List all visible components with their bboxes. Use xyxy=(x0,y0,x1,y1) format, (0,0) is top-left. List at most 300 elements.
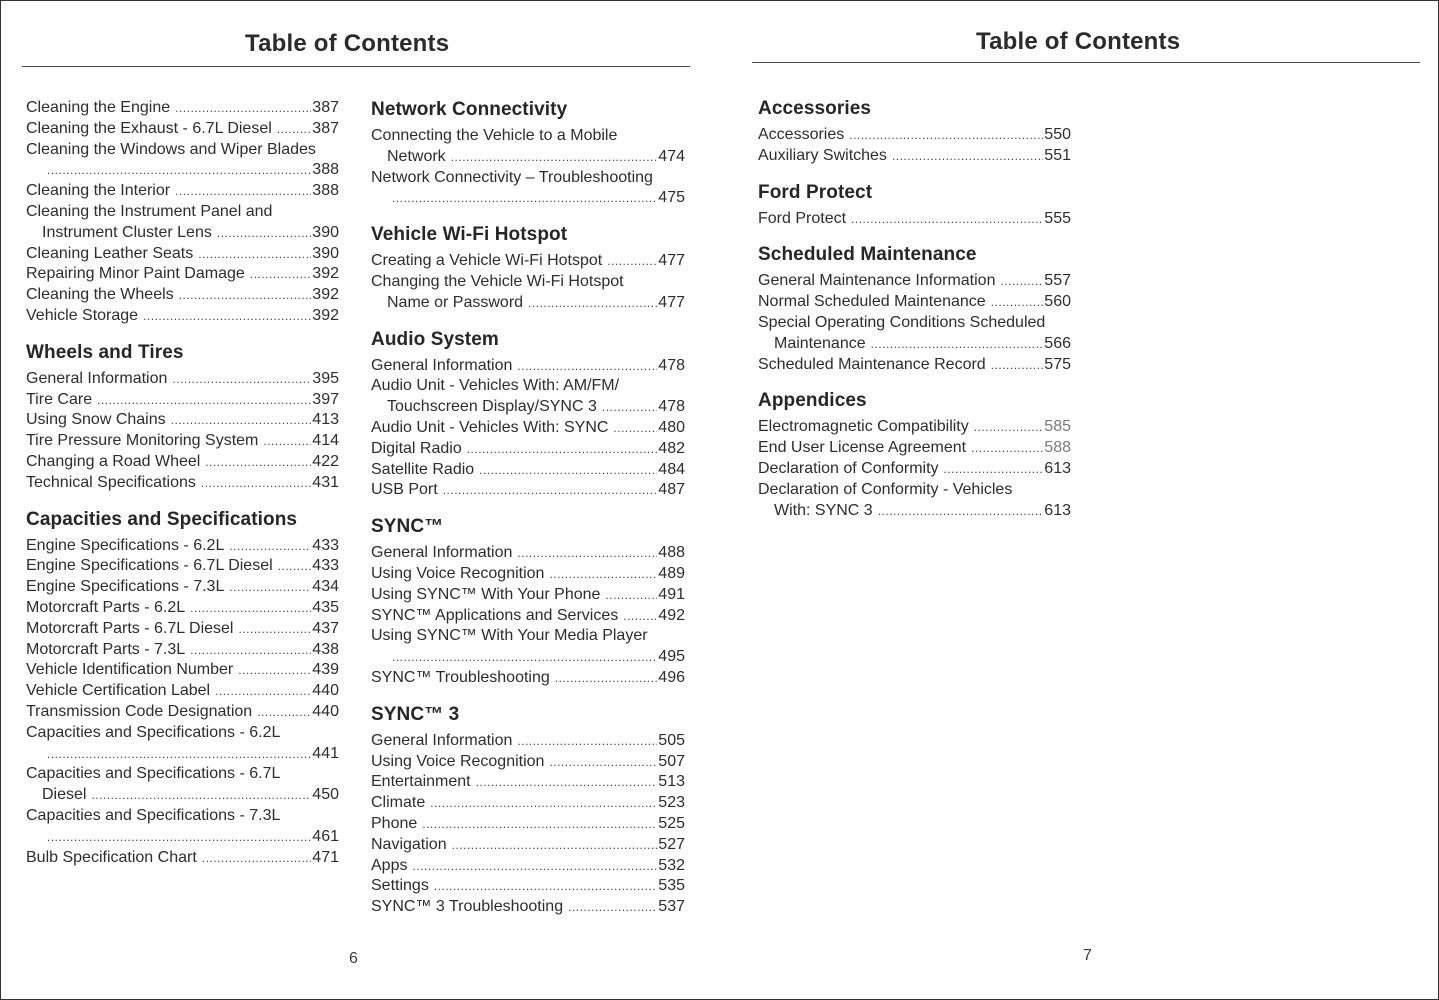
entry-page-number: 492 xyxy=(658,606,685,624)
entry-title: Audio Unit - Vehicles With: AM/FM/ xyxy=(371,377,620,395)
toc-entry[interactable] xyxy=(758,292,1071,313)
toc-entry[interactable] xyxy=(371,168,685,210)
entry-title: Transmission Code Designation xyxy=(26,702,253,720)
toc-section xyxy=(371,223,685,313)
entry-title: Entertainment xyxy=(371,773,471,791)
entry-page-number: 525 xyxy=(658,814,685,832)
entry-title: General Information xyxy=(371,356,513,374)
dot-leader xyxy=(217,223,311,244)
dot-leader xyxy=(517,543,657,564)
toc-entry[interactable] xyxy=(371,439,685,460)
entry-line xyxy=(371,752,685,773)
dot-leader xyxy=(613,418,657,439)
toc-entry[interactable] xyxy=(371,876,685,897)
entry-page-number: 488 xyxy=(658,544,685,562)
entry-title: Network xyxy=(387,147,446,165)
dot-leader xyxy=(517,356,657,377)
toc-entry[interactable] xyxy=(371,480,685,501)
entry-page-number: 461 xyxy=(312,827,339,845)
entry-line xyxy=(26,619,339,640)
toc-entry[interactable] xyxy=(26,181,339,202)
entry-title: Climate xyxy=(371,794,426,812)
entry-page-number: 387 xyxy=(312,99,339,116)
entry-title: Cleaning the Instrument Panel and xyxy=(26,202,273,220)
entry-title: Diesel xyxy=(42,786,87,804)
entry-line xyxy=(758,334,1071,355)
entry-title: Using Voice Recognition xyxy=(371,752,545,770)
entry-page-number: 475 xyxy=(658,189,685,207)
dot-leader xyxy=(871,334,1044,355)
dot-leader xyxy=(175,98,311,119)
toc-entry[interactable] xyxy=(758,146,1071,167)
entry-line xyxy=(371,897,685,918)
section-heading: Audio System xyxy=(371,328,499,350)
dot-leader xyxy=(198,244,311,265)
entry-page-number: 557 xyxy=(1044,272,1071,290)
entry-line xyxy=(371,251,685,272)
entry-title: SYNC™ 3 Troubleshooting xyxy=(371,898,564,916)
entry-line xyxy=(26,660,339,681)
toc-entry[interactable] xyxy=(758,480,1071,522)
entry-title: General Information xyxy=(26,369,168,387)
entry-page-number: 392 xyxy=(312,306,339,324)
entry-title: General Maintenance Information xyxy=(758,272,996,290)
entry-page-number: 496 xyxy=(658,668,685,686)
entry-line xyxy=(26,681,339,702)
toc-section xyxy=(758,97,1071,167)
toc-entry[interactable] xyxy=(26,598,339,619)
entry-line xyxy=(26,598,339,619)
entry-line xyxy=(26,848,339,869)
entry-title: Capacities and Specifications - 7.3L xyxy=(26,806,281,824)
toc-entry[interactable] xyxy=(371,272,685,314)
dot-leader xyxy=(849,125,1043,146)
title-rule-left xyxy=(22,66,690,67)
toc-section xyxy=(371,703,685,918)
toc-section xyxy=(758,181,1071,230)
toc-section xyxy=(758,389,1071,521)
toc-entry[interactable] xyxy=(371,668,685,689)
toc-entry[interactable] xyxy=(26,369,339,390)
section-heading: Wheels and Tires xyxy=(26,341,184,363)
dot-leader xyxy=(190,640,311,661)
entry-title: Cleaning the Wheels xyxy=(26,286,174,304)
toc-entry[interactable] xyxy=(758,271,1071,292)
toc-entry[interactable] xyxy=(26,244,339,265)
toc-entry[interactable] xyxy=(26,806,339,848)
entry-title: Vehicle Identification Number xyxy=(26,661,234,679)
entry-line xyxy=(26,452,339,473)
entry-line xyxy=(26,98,339,119)
dot-leader xyxy=(607,251,657,272)
entry-line xyxy=(371,731,685,752)
section-heading: Accessories xyxy=(758,98,872,119)
entry-page-number: 395 xyxy=(312,369,339,387)
dot-leader xyxy=(549,752,657,773)
toc-column-2 xyxy=(371,98,685,932)
entry-page-number: 555 xyxy=(1044,209,1071,227)
dot-leader xyxy=(412,856,657,877)
entry-line xyxy=(26,181,339,202)
entry-title: Using Voice Recognition xyxy=(371,564,545,582)
entry-title: Network Connectivity – Troubleshooting xyxy=(371,168,653,186)
entry-title: Digital Radio xyxy=(371,439,462,457)
entry-page-number: 532 xyxy=(658,856,685,874)
toc-entry[interactable] xyxy=(26,702,339,723)
dot-leader xyxy=(190,598,311,619)
entry-line xyxy=(371,585,685,606)
section-heading: Appendices xyxy=(758,390,867,412)
entry-title: Apps xyxy=(371,856,408,874)
entry-title: Cleaning the Interior xyxy=(26,182,171,200)
entry-line xyxy=(26,119,339,140)
entry-line xyxy=(371,856,685,877)
entry-title: Settings xyxy=(371,877,429,895)
entry-title: Cleaning Leather Seats xyxy=(26,244,194,262)
toc-entry[interactable] xyxy=(371,126,685,168)
entry-page-number: 422 xyxy=(312,452,339,470)
entry-page-number: 478 xyxy=(658,398,685,416)
entry-line xyxy=(26,702,339,723)
entry-page-number: 440 xyxy=(312,682,339,700)
dot-leader xyxy=(1000,271,1043,292)
toc-entry[interactable] xyxy=(26,306,339,327)
entry-page-number: 507 xyxy=(658,752,685,770)
entry-page-number: 482 xyxy=(658,439,685,457)
dot-leader xyxy=(201,473,311,494)
entry-title: With: SYNC 3 xyxy=(774,501,873,519)
dot-leader xyxy=(479,460,657,481)
entry-line xyxy=(371,147,685,168)
section-heading: SYNC™ 3 xyxy=(371,703,460,725)
entry-page-number: 414 xyxy=(312,432,339,450)
entry-line xyxy=(26,556,339,577)
entry-line xyxy=(26,160,339,181)
toc-entry[interactable] xyxy=(371,418,685,439)
entry-line xyxy=(371,606,685,627)
entry-title: Maintenance xyxy=(774,334,866,352)
toc-entry[interactable] xyxy=(758,417,1071,438)
entry-title: Changing a Road Wheel xyxy=(26,452,201,470)
dot-leader xyxy=(47,744,311,765)
entry-page-number: 613 xyxy=(1044,459,1071,477)
entry-line xyxy=(758,125,1071,146)
dot-leader xyxy=(944,459,1044,480)
entry-title: Satellite Radio xyxy=(371,460,475,478)
dot-leader xyxy=(528,293,657,314)
entry-title: Name or Password xyxy=(387,293,524,311)
toc-entry[interactable] xyxy=(758,438,1071,459)
dot-leader xyxy=(555,668,658,689)
entry-title: Cleaning the Engine xyxy=(26,99,171,116)
entry-line xyxy=(758,271,1071,292)
entry-line xyxy=(26,785,339,806)
toc-entry[interactable] xyxy=(758,209,1071,230)
toc-entry[interactable] xyxy=(758,355,1071,376)
entry-title: Cleaning the Windows and Wiper Blades xyxy=(26,140,316,158)
entry-page-number: 474 xyxy=(658,147,685,165)
entry-title: Tire Care xyxy=(26,390,93,408)
toc-entry[interactable] xyxy=(371,897,685,918)
entry-title: Auxiliary Switches xyxy=(758,146,887,164)
dot-leader xyxy=(250,264,312,285)
entry-line xyxy=(371,564,685,585)
toc-entry[interactable] xyxy=(371,814,685,835)
section-heading: Network Connectivity xyxy=(371,99,568,120)
entry-title: Engine Specifications - 6.2L xyxy=(26,536,225,554)
entry-line xyxy=(26,410,339,431)
dot-leader xyxy=(392,647,657,668)
dot-leader xyxy=(991,355,1044,376)
entry-page-number: 480 xyxy=(658,418,685,436)
entry-page-number: 523 xyxy=(658,794,685,812)
entry-page-number: 388 xyxy=(312,182,339,200)
entry-page-number: 477 xyxy=(658,252,685,270)
entry-title: Vehicle Certification Label xyxy=(26,682,211,700)
dot-leader xyxy=(452,835,658,856)
entry-line xyxy=(371,647,685,668)
toc-entry[interactable] xyxy=(26,764,339,806)
toc-entry[interactable] xyxy=(26,410,339,431)
toc-section xyxy=(26,98,339,327)
entry-line xyxy=(26,640,339,661)
entry-page-number: 390 xyxy=(312,223,339,241)
toc-entry[interactable] xyxy=(371,835,685,856)
entry-page-number: 491 xyxy=(658,585,685,603)
dot-leader xyxy=(238,660,311,681)
entry-line xyxy=(371,876,685,897)
entry-title: Accessories xyxy=(758,126,845,143)
entry-line xyxy=(758,417,1071,438)
entry-title: Instrument Cluster Lens xyxy=(42,223,212,241)
toc-entry[interactable] xyxy=(758,313,1071,355)
entry-line xyxy=(371,397,685,418)
entry-title: Creating a Vehicle Wi-Fi Hotspot xyxy=(371,252,603,270)
entry-line xyxy=(26,244,339,265)
dot-leader xyxy=(257,702,311,723)
entry-page-number: 439 xyxy=(312,661,339,679)
entry-line xyxy=(371,356,685,377)
entry-title: Ford Protect xyxy=(758,209,847,227)
dot-leader xyxy=(602,397,657,418)
toc-entry[interactable] xyxy=(371,564,685,585)
toc-section xyxy=(371,328,685,502)
entry-title: Declaration of Conformity - Vehicles xyxy=(758,480,1013,498)
entry-line xyxy=(371,480,685,501)
entry-title: Technical Specifications xyxy=(26,473,196,491)
toc-entry[interactable] xyxy=(26,452,339,473)
dot-leader xyxy=(278,556,312,577)
toc-entry[interactable] xyxy=(26,390,339,411)
entry-title: Vehicle Storage xyxy=(26,306,139,324)
dot-leader xyxy=(422,814,657,835)
toc-entry[interactable] xyxy=(758,125,1071,146)
entry-line xyxy=(26,577,339,598)
section-heading: Scheduled Maintenance xyxy=(758,244,977,266)
entry-page-number: 438 xyxy=(312,640,339,658)
dot-leader xyxy=(97,390,311,411)
entry-title: Using Snow Chains xyxy=(26,411,166,429)
toc-column-3 xyxy=(758,97,1071,535)
entry-page-number: 388 xyxy=(312,161,339,179)
toc-entry[interactable] xyxy=(26,285,339,306)
entry-line xyxy=(758,459,1071,480)
entry-page-number: 575 xyxy=(1044,355,1071,373)
dot-leader xyxy=(892,146,1043,167)
toc-entry[interactable] xyxy=(26,577,339,598)
toc-entry[interactable] xyxy=(26,556,339,577)
entry-line xyxy=(26,744,339,765)
dot-leader xyxy=(143,306,311,327)
dot-leader xyxy=(229,577,311,598)
entry-line xyxy=(26,369,339,390)
entry-title: Touchscreen Display/SYNC 3 xyxy=(387,398,597,416)
entry-page-number: 450 xyxy=(312,786,339,804)
entry-title: SYNC™ Applications and Services xyxy=(371,606,619,624)
toc-section xyxy=(758,243,1071,375)
entry-title: Navigation xyxy=(371,835,447,853)
entry-title: Engine Specifications - 7.3L xyxy=(26,578,225,596)
dot-leader xyxy=(277,119,312,140)
entry-line xyxy=(758,292,1071,313)
dot-leader xyxy=(974,417,1044,438)
toc-entry[interactable] xyxy=(371,460,685,481)
entry-line xyxy=(758,146,1071,167)
entry-page-number: 477 xyxy=(658,293,685,311)
toc-entry[interactable] xyxy=(371,752,685,773)
dot-leader xyxy=(851,209,1043,230)
entry-page-number: 613 xyxy=(1044,501,1071,519)
entry-line xyxy=(26,473,339,494)
toc-entry[interactable] xyxy=(371,376,685,418)
entry-page-number: 484 xyxy=(658,460,685,478)
entry-page-number: 487 xyxy=(658,481,685,499)
dot-leader xyxy=(263,431,311,452)
entry-page-number: 392 xyxy=(312,265,339,283)
dot-leader xyxy=(205,452,311,473)
entry-title: Motorcraft Parts - 6.2L xyxy=(26,598,186,616)
toc-entry[interactable] xyxy=(26,640,339,661)
dot-leader xyxy=(171,410,312,431)
page-title-left: Table of Contents xyxy=(245,30,450,57)
dot-leader xyxy=(476,772,658,793)
dot-leader xyxy=(517,731,657,752)
dot-leader xyxy=(172,369,311,390)
entry-page-number: 471 xyxy=(312,848,339,866)
toc-entry[interactable] xyxy=(26,723,339,765)
entry-line xyxy=(371,668,685,689)
toc-entry[interactable] xyxy=(371,543,685,564)
dot-leader xyxy=(605,585,657,606)
entry-page-number: 495 xyxy=(658,648,685,666)
dot-leader xyxy=(991,292,1044,313)
entry-page-number: 513 xyxy=(658,773,685,791)
toc-section xyxy=(26,508,339,869)
entry-line xyxy=(371,460,685,481)
entry-title: Tire Pressure Monitoring System xyxy=(26,432,259,450)
toc-entry[interactable] xyxy=(26,619,339,640)
entry-page-number: 478 xyxy=(658,356,685,374)
entry-title: Normal Scheduled Maintenance xyxy=(758,293,986,311)
toc-entry[interactable] xyxy=(26,848,339,869)
section-heading: SYNC™ xyxy=(371,516,444,538)
toc-entry[interactable] xyxy=(26,264,339,285)
entry-line xyxy=(371,439,685,460)
entry-line xyxy=(371,772,685,793)
toc-entry[interactable] xyxy=(26,98,339,119)
entry-page-number: 397 xyxy=(312,390,339,408)
toc-entry[interactable] xyxy=(371,626,685,668)
entry-title: Bulb Specification Chart xyxy=(26,848,197,866)
entry-line xyxy=(26,536,339,557)
entry-line xyxy=(26,306,339,327)
entry-title: USB Port xyxy=(371,481,438,499)
toc-entry[interactable] xyxy=(371,772,685,793)
entry-line xyxy=(26,390,339,411)
toc-entry[interactable] xyxy=(26,119,339,140)
entry-title: End User License Agreement xyxy=(758,439,967,457)
entry-line xyxy=(758,209,1071,230)
dot-leader xyxy=(175,181,311,202)
dot-leader xyxy=(467,439,658,460)
dot-leader xyxy=(549,564,657,585)
entry-line xyxy=(758,355,1071,376)
page-title-right: Table of Contents xyxy=(976,28,1181,55)
toc-entry[interactable] xyxy=(26,140,339,182)
dot-leader xyxy=(392,188,657,209)
entry-line xyxy=(371,543,685,564)
entry-title: General Information xyxy=(371,731,513,749)
toc-entry[interactable] xyxy=(26,536,339,557)
toc-entry[interactable] xyxy=(26,202,339,244)
entry-page-number: 433 xyxy=(312,536,339,554)
section-heading: Capacities and Specifications xyxy=(26,508,298,530)
toc-section xyxy=(371,98,685,209)
dot-leader xyxy=(568,897,657,918)
entry-page-number: 489 xyxy=(658,564,685,582)
toc-entry[interactable] xyxy=(371,606,685,627)
entry-page-number: 537 xyxy=(658,898,685,916)
dot-leader xyxy=(47,827,311,848)
dot-leader xyxy=(971,438,1043,459)
toc-entry[interactable] xyxy=(26,431,339,452)
dot-leader xyxy=(434,876,657,897)
entry-title: Capacities and Specifications - 6.2L xyxy=(26,723,281,741)
toc-entry[interactable] xyxy=(26,660,339,681)
entry-line xyxy=(371,418,685,439)
dot-leader xyxy=(215,681,311,702)
toc-entry[interactable] xyxy=(371,793,685,814)
entry-title: Engine Specifications - 6.7L Diesel xyxy=(26,557,273,575)
toc-entry[interactable] xyxy=(371,731,685,752)
entry-title: Motorcraft Parts - 6.7L Diesel xyxy=(26,619,234,637)
toc-entry[interactable] xyxy=(371,251,685,272)
toc-entry[interactable] xyxy=(758,459,1071,480)
dot-leader xyxy=(202,848,312,869)
entry-title: Using SYNC™ With Your Phone xyxy=(371,585,601,603)
entry-line xyxy=(758,501,1071,522)
entry-line xyxy=(371,293,685,314)
entry-page-number: 440 xyxy=(312,702,339,720)
entry-title: Using SYNC™ With Your Media Player xyxy=(371,627,648,645)
toc-entry[interactable] xyxy=(371,356,685,377)
toc-entry[interactable] xyxy=(26,681,339,702)
toc-entry[interactable] xyxy=(26,473,339,494)
entry-title: Electromagnetic Compatibility xyxy=(758,418,969,436)
toc-entry[interactable] xyxy=(371,856,685,877)
entry-title: General Information xyxy=(371,544,513,562)
toc-entry[interactable] xyxy=(371,585,685,606)
